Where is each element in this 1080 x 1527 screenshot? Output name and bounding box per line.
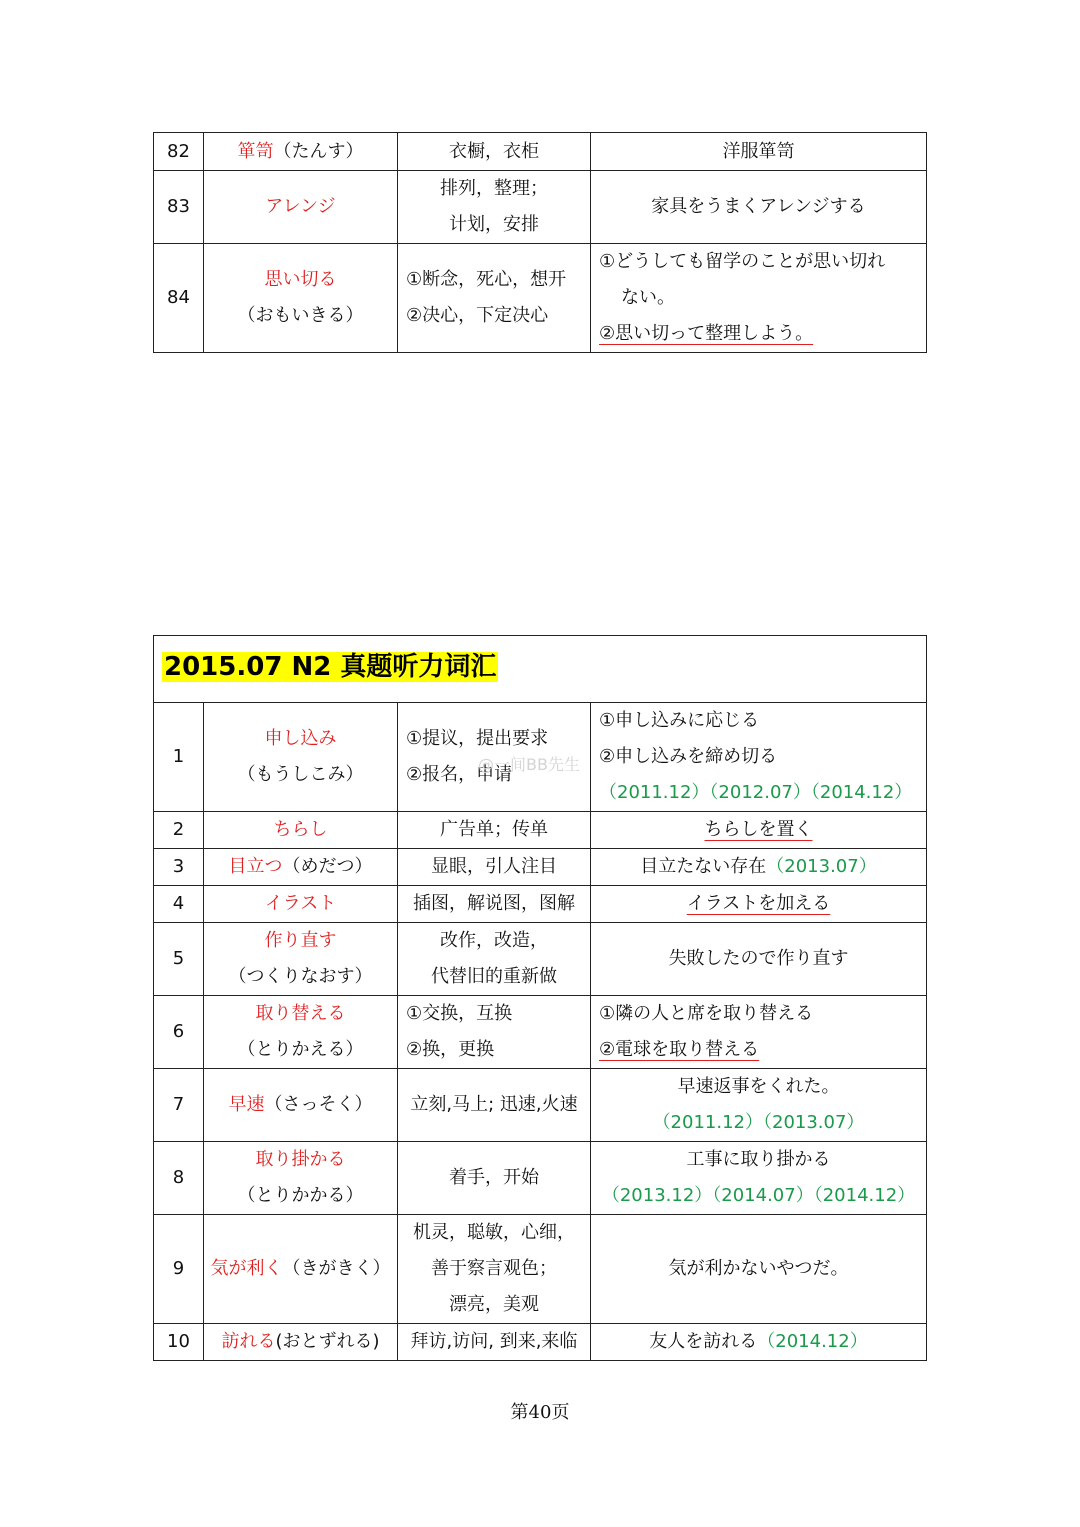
example: イラストを加える [591,886,927,923]
meaning: 衣橱，衣柜 [398,133,591,171]
meaning: ①交换，互换 ②换，更换 [398,996,591,1069]
row-number: 9 [154,1215,204,1324]
vocab-word: 作り直す （つくりなおす） [204,923,398,996]
vocab-word: 取り掛かる （とりかかる） [204,1142,398,1215]
meaning: 广告单；传单 [398,812,591,849]
example: 洋服箪笥 [591,133,927,171]
exam-years: （2011.12）（2012.07）（2014.12） [599,782,913,803]
row-number: 7 [154,1069,204,1142]
vocab-table-2 [153,635,927,1361]
example: ①隣の人と席を取り替える ②電球を取り替える [591,996,927,1069]
meaning: 插图，解说图，图解 [398,886,591,923]
row-number: 4 [154,886,204,923]
meaning: 着手，开始 [398,1142,591,1215]
meaning: 拜访,访问, 到来,来临 [398,1324,591,1361]
vocab-word: 申し込み （もうしこみ） [204,703,398,812]
example: ①申し込みに応じる ②申し込みを締め切る （2011.12）（2012.07）（2014.12） [591,703,927,812]
table-row [154,849,927,886]
vocab-table-1 [153,132,927,353]
table-row [154,1069,927,1142]
vocab-word: 早速（さっそく） [204,1069,398,1142]
page-number: 第40页 [510,1402,570,1423]
row-number: 82 [154,133,204,171]
row-number: 2 [154,812,204,849]
example: ちらしを置く [591,812,927,849]
vocab-word: 箪笥（たんす） [204,133,398,171]
page-title: 2015.07 N2 真题听力词汇 [164,652,497,682]
row-number: 5 [154,923,204,996]
vocab-word: イラスト [204,886,398,923]
table-row [154,923,927,996]
example: 家具をうまくアレンジする [591,171,927,244]
title-row [154,636,927,703]
exam-years: （2013.12）（2014.07）（2014.12） [601,1185,916,1206]
table-row [154,886,927,923]
vocab-word: 目立つ（めだつ） [204,849,398,886]
row-number: 84 [154,244,204,353]
row-number: 6 [154,996,204,1069]
meaning: 改作，改造， 代替旧的重新做 [398,923,591,996]
exam-years: （2014.12） [757,1331,868,1352]
table-row [154,1142,927,1215]
vocab-word: 気が利く（きがきく） [204,1215,398,1324]
meaning: ①提议，提出要求 ②报名，申请 [398,703,591,812]
example: 早速返事をくれた。 （2011.12）（2013.07） [591,1069,927,1142]
table-row [154,133,927,171]
watermark: @一间BB先生 [478,755,580,774]
meaning: 机灵，聪敏，心细， 善于察言观色； 漂亮，美观 [398,1215,591,1324]
exam-years: （2011.12）（2013.07） [652,1112,865,1133]
exam-years: （2013.07） [766,856,877,877]
vocab-word: 訪れる(おとずれる) [204,1324,398,1361]
vocab-word: ちらし [204,812,398,849]
table-row [154,996,927,1069]
vocab-word: アレンジ [204,171,398,244]
example: ①どうしても留学のことが思い切れ ない。 ②思い切って整理しよう。 [591,244,927,353]
row-number: 83 [154,171,204,244]
example: 目立たない存在（2013.07） [591,849,927,886]
meaning: 排列，整理； 计划，安排 [398,171,591,244]
table-row [154,1215,927,1324]
vocab-word: 取り替える （とりかえる） [204,996,398,1069]
meaning: ①断念，死心，想开 ②决心，下定决心 [398,244,591,353]
example: 失敗したので作り直す [591,923,927,996]
example: 気が利かないやつだ。 [591,1215,927,1324]
row-number: 8 [154,1142,204,1215]
row-number: 1 [154,703,204,812]
example: 工事に取り掛かる （2013.12）（2014.07）（2014.12） [591,1142,927,1215]
example: 友人を訪れる（2014.12） [591,1324,927,1361]
vocab-word: 思い切る （おもいきる） [204,244,398,353]
meaning: 立刻,马上; 迅速,火速 [398,1069,591,1142]
meaning: 显眼，引人注目 [398,849,591,886]
table-row [154,812,927,849]
row-number: 3 [154,849,204,886]
row-number: 10 [154,1324,204,1361]
table-row [154,171,927,244]
table-row [154,1324,927,1361]
table-row [154,244,927,353]
